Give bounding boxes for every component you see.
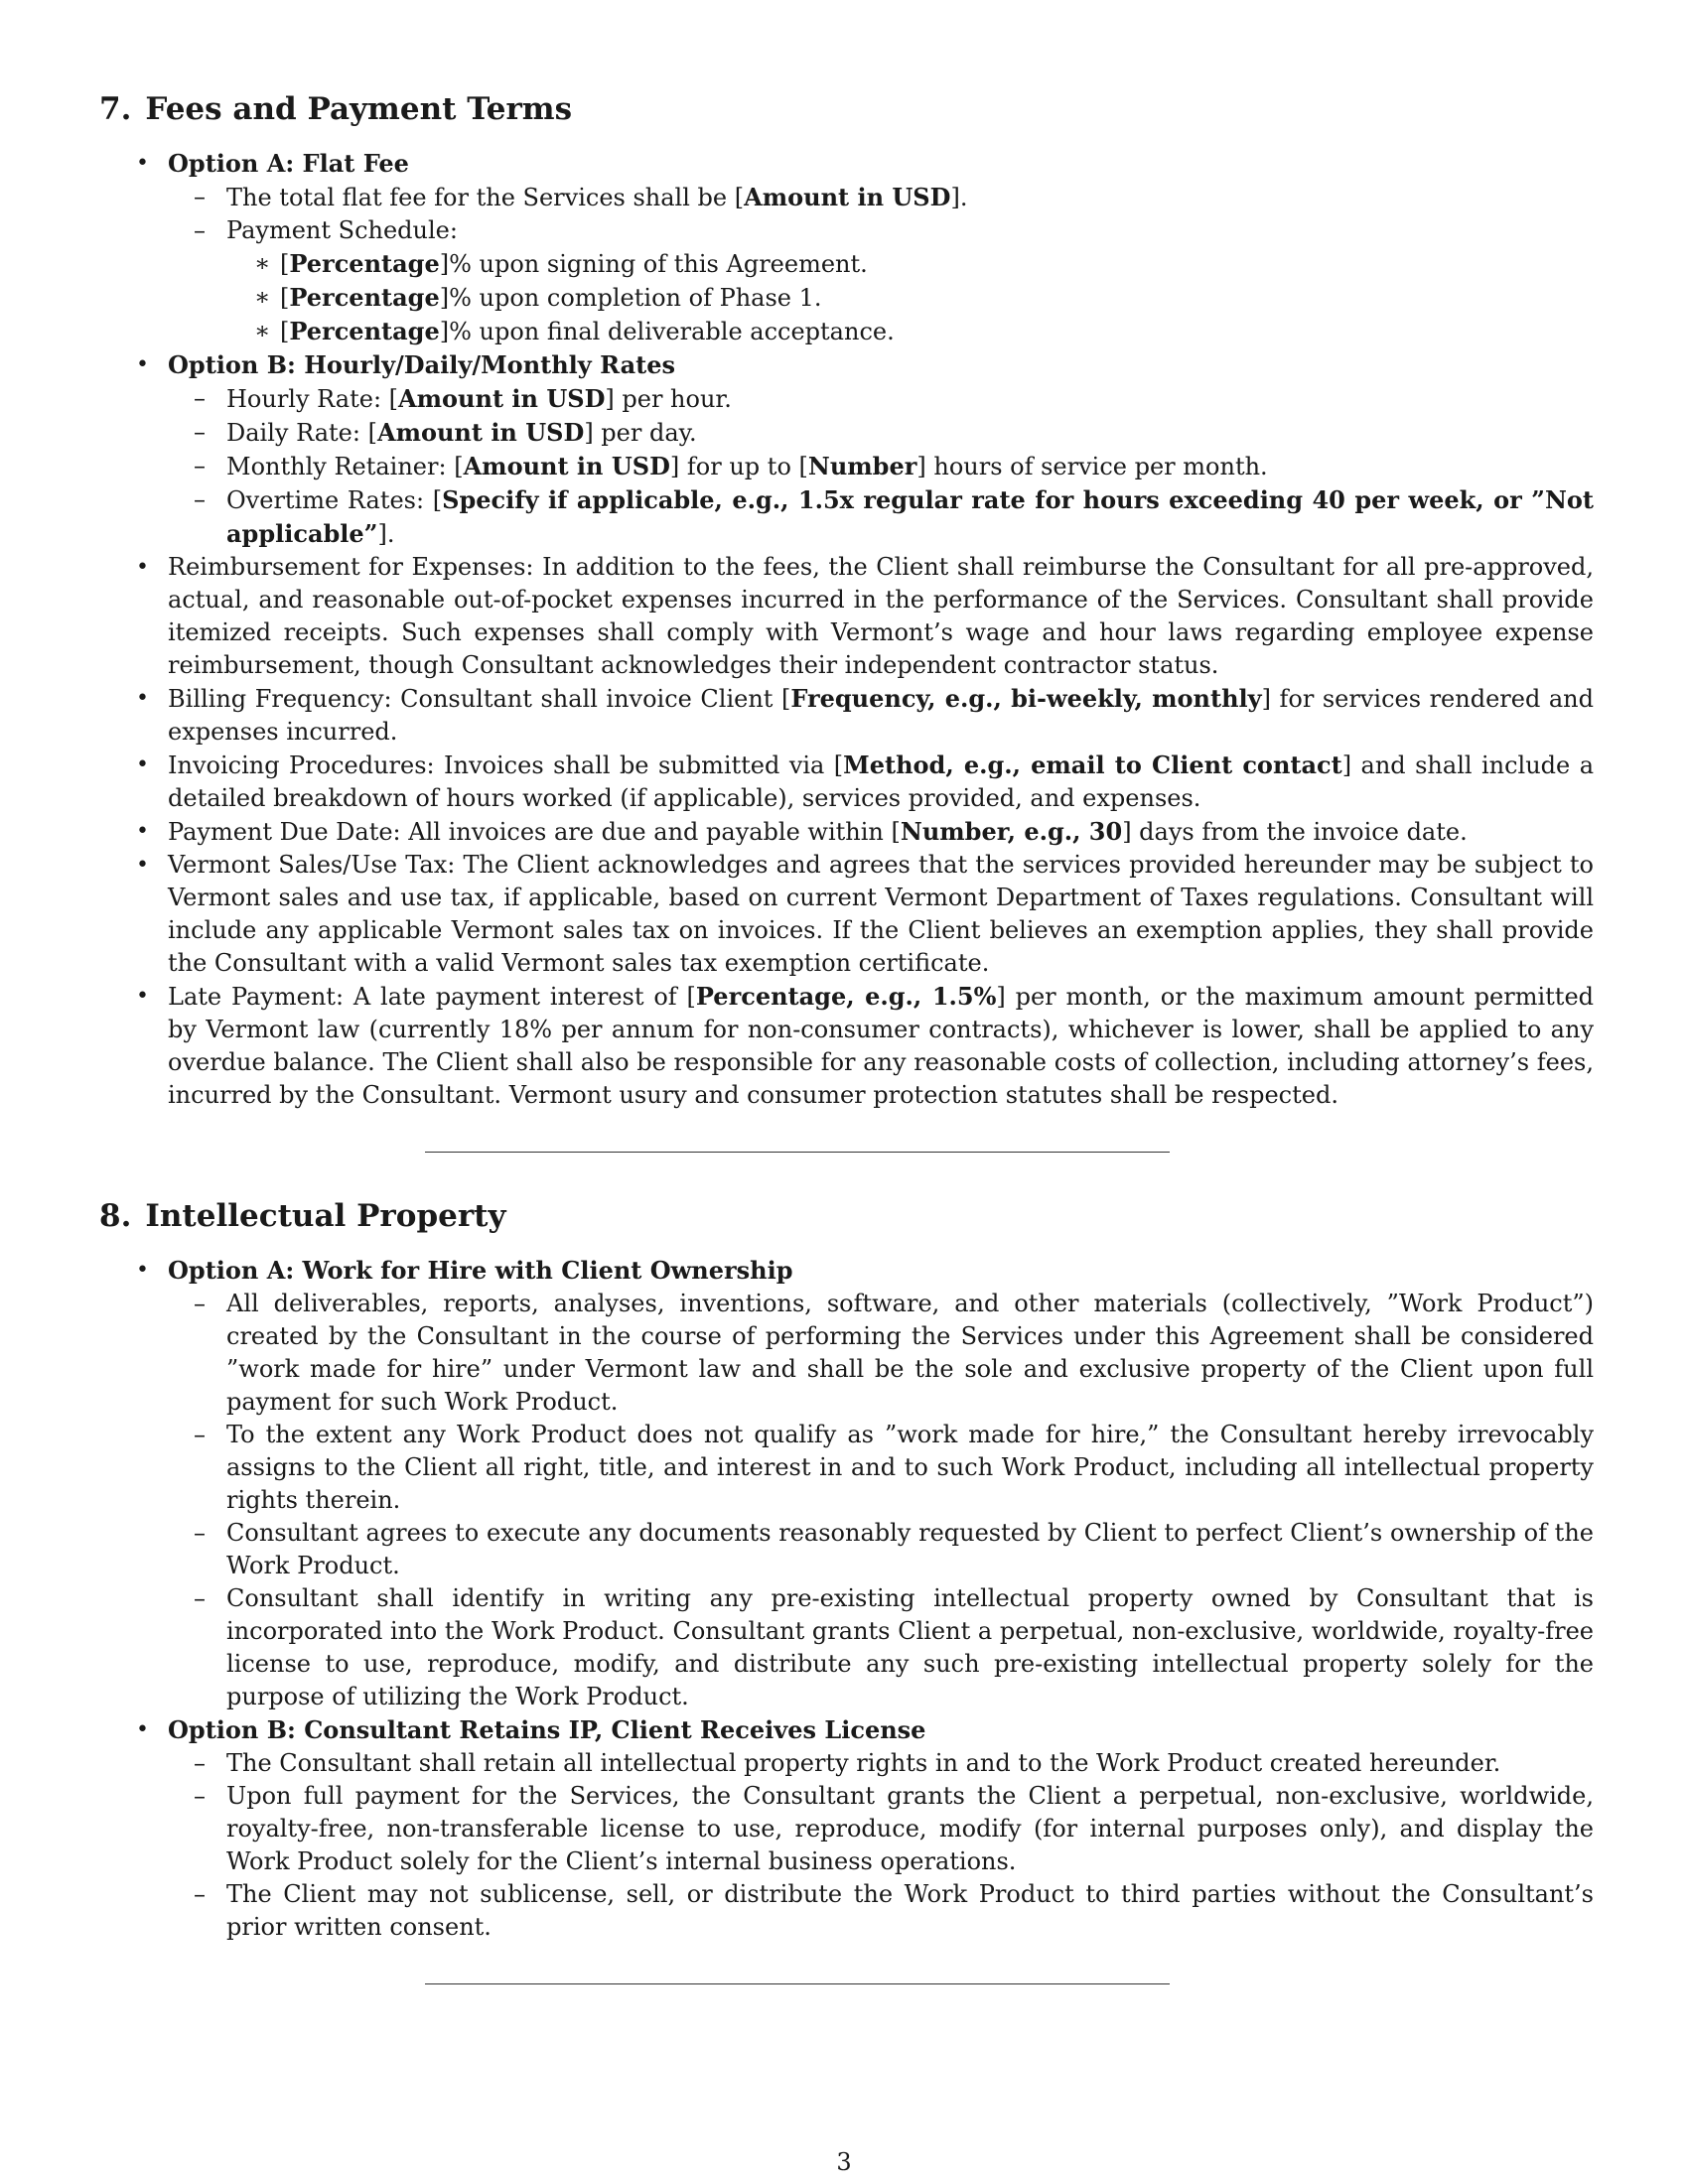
section-title: Intellectual Property (145, 1198, 506, 1234)
page-number: 3 (836, 2148, 852, 2176)
placeholder: Number (807, 452, 917, 480)
list-item (99, 147, 1594, 348)
text: Monthly Retainer: [ (226, 453, 464, 480)
list-item (99, 815, 1594, 849)
text: ]% upon signing of this Agreement. (439, 250, 868, 278)
list-item (99, 980, 1594, 1112)
text: ] per month, or the maximum amount permitted by Vermont law (currently 18% per annum for non-consumer contracts), whichever is lower, shall be applied to any overdue balance. The Client shall also be responsible for any reasonable costs of collection, including attorney’s fees, incurred by the Consultant. Vermont usury and consumer protection statutes shall be respected. (168, 983, 1595, 1109)
section-number: 7. (99, 91, 132, 127)
placeholder: Amount in USD (744, 183, 951, 211)
text: [ (280, 318, 290, 345)
text: ] per day. (584, 419, 697, 447)
placeholder: Amount in USD (398, 384, 606, 413)
text: ]. (950, 184, 968, 211)
placeholder: Percentage (289, 283, 440, 312)
placeholder: Method, e.g., email to Client contact (843, 751, 1342, 779)
text: Billing Frequency: Consultant shall invoice Client [ (168, 685, 791, 713)
section-8-list (99, 1254, 1594, 1944)
list-item: – Consultant agrees to execute any documents reasonably requested by Client to perfect Client’s ownership of the Work Product. (168, 1517, 1594, 1582)
list-item (99, 1254, 1594, 1713)
list-item (99, 348, 1594, 551)
list-item (168, 382, 1594, 416)
option-label: Option B: Hourly/Daily/Monthly Rates (168, 350, 676, 379)
list-item: – To the extent any Work Product does not qualify as ”work made for hire,” the Consultant hereby irrevocably assigns to the Client all right, title, and interest in and to such Work Product, including all intellectual property rights therein. (168, 1419, 1594, 1517)
option-label: Option B: Consultant Retains IP, Client Receives License (168, 1715, 926, 1744)
text: ]% upon final deliverable acceptance. (439, 318, 895, 345)
section-number: 8. (99, 1198, 132, 1234)
placeholder: Percentage, e.g., 1.5% (695, 982, 997, 1011)
list-item: – Consultant shall identify in writing any pre-existing intellectual property owned by Consultant that is incorporated into the Work Product. Consultant grants Client a perpetual, non-exclusive, worldwide, royalty-free license to use, reproduce, modify, and distribute any such pre-existing intellectual property solely for the purpose of utilizing the Work Product. (168, 1582, 1594, 1713)
sub-list (168, 1747, 1594, 1944)
horizontal-rule (425, 1152, 1170, 1153)
list-item: – Upon full payment for the Services, the Consultant grants the Client a perpetual, non-exclusive, worldwide, royalty-free, non-transferable license to use, reproduce, modify (for internal purposes only), and display the Work Product solely for the Client’s internal business operations. (168, 1780, 1594, 1878)
text: ]. (377, 520, 395, 548)
sub-list (168, 1288, 1594, 1713)
text: ] for services rendered and expenses incurred. (168, 685, 1594, 746)
text: ] per hour. (605, 385, 732, 413)
list-item (168, 483, 1594, 551)
list-item: – All deliverables, reports, analyses, inventions, software, and other materials (collectively, ”Work Product”) created by the Consultant in the course of performing the Services under this Agreement shall be considered ”work made for hire” under Vermont law and shall be the sole and exclusive property of the Client upon full payment for such Work Product. (168, 1288, 1594, 1419)
text: ] days from the invoice date. (1122, 818, 1468, 846)
placeholder: Specify if applicable, e.g., 1.5x regular rate for hours exceeding 40 per week, or ”Not applicable” (226, 485, 1594, 548)
list-item (168, 416, 1594, 450)
list-item (226, 281, 1594, 315)
text: Hourly Rate: [ (226, 385, 399, 413)
text: Daily Rate: [ (226, 419, 377, 447)
section-8-heading (99, 1196, 1594, 1236)
placeholder: Percentage (289, 317, 440, 345)
text: The total flat fee for the Services shall be [ (226, 184, 745, 211)
list-item (168, 181, 1594, 214)
text: ] for up to [ (669, 453, 808, 480)
list-item (99, 1713, 1594, 1944)
option-label: Option A: Flat Fee (168, 149, 409, 178)
text: ]% upon completion of Phase 1. (439, 284, 822, 312)
text: ] and shall include a detailed breakdown of hours worked (if applicable), services provided, and expenses. (168, 751, 1594, 812)
sub-sub-list (226, 247, 1594, 348)
placeholder: Amount in USD (463, 452, 670, 480)
list-item (99, 749, 1594, 815)
list-item (168, 214, 1594, 348)
placeholder: Amount in USD (376, 418, 585, 447)
placeholder: Number, e.g., 30 (900, 817, 1123, 846)
text: Payment Schedule: (226, 216, 458, 244)
list-item (226, 315, 1594, 348)
text: Invoicing Procedures: Invoices shall be submitted via [ (168, 751, 844, 779)
text: ] hours of service per month. (916, 453, 1268, 480)
placeholder: Frequency, e.g., bi-weekly, monthly (790, 684, 1262, 713)
list-item (99, 551, 1594, 682)
text: Overtime Rates: [ (226, 486, 443, 514)
list-item (99, 849, 1594, 980)
text: [ (280, 284, 290, 312)
horizontal-rule (425, 1983, 1170, 1984)
section-7-heading (99, 89, 1594, 129)
text: Payment Due Date: All invoices are due and payable within [ (168, 818, 901, 846)
page-content (99, 89, 1594, 2028)
text: Late Payment: A late payment interest of [ (168, 983, 696, 1011)
section-7-list (99, 147, 1594, 1112)
sub-list (168, 181, 1594, 348)
text: [ (280, 250, 290, 278)
list-item: – The Client may not sublicense, sell, or distribute the Work Product to third parties without the Consultant’s prior written consent. (168, 1878, 1594, 1944)
option-label: Option A: Work for Hire with Client Ownership (168, 1256, 793, 1285)
tax-text: Vermont Sales/Use Tax: The Client acknowledges and agrees that the services provided hereunder may be subject to Vermont sales and use tax, if applicable, based on current Vermont Department of Taxes regulations. Consultant will include any applicable Vermont sales tax on invoices. If the Client believes an exemption applies, they shall provide the Consultant with a valid Vermont sales tax exemption certificate. (168, 851, 1594, 977)
list-item: – The Consultant shall retain all intellectual property rights in and to the Work Product created hereunder. (168, 1747, 1594, 1780)
list-item (168, 450, 1594, 483)
list-item (99, 682, 1594, 749)
section-title: Fees and Payment Terms (145, 91, 573, 127)
placeholder: Percentage (289, 249, 440, 278)
list-item (226, 247, 1594, 281)
reimbursement-text: Reimbursement for Expenses: In addition to the fees, the Client shall reimburse the Consultant for all pre-approved, actual, and reasonable out-of-pocket expenses incurred in the performance of the Services. Consultant shall provide itemized receipts. Such expenses shall comply with Vermont’s wage and hour laws regarding employee expense reimbursement, though Consultant acknowledges their independent contractor status. (168, 553, 1594, 679)
sub-list (168, 382, 1594, 551)
